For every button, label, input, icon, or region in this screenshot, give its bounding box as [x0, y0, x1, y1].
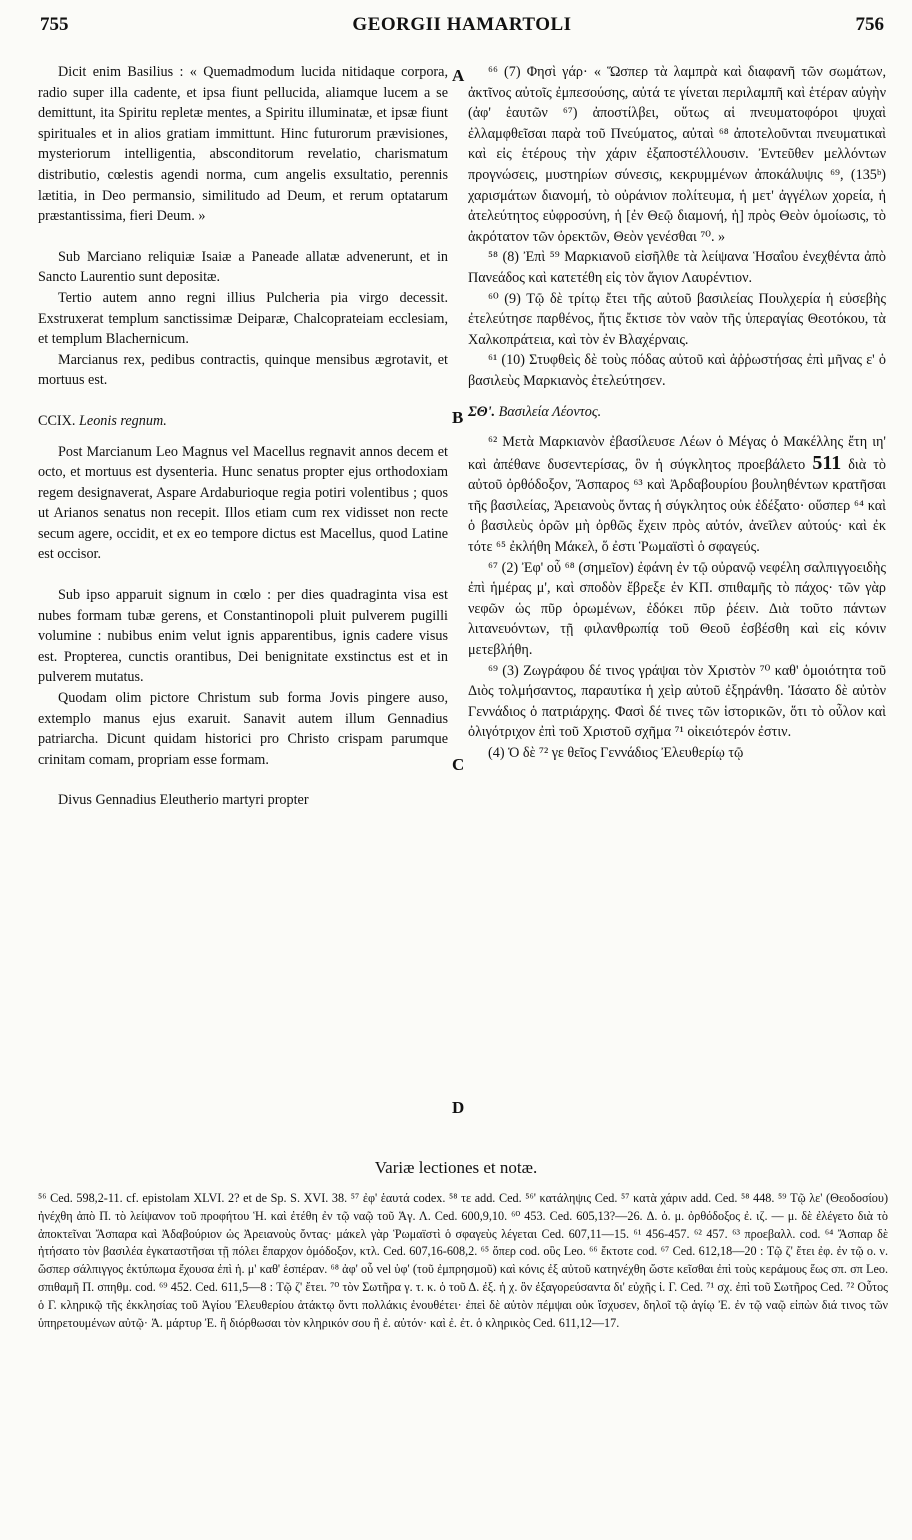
- greek-section-number: ΣΘ'.: [468, 403, 496, 420]
- greek-paragraph: (4) Ὁ δὲ ⁷² γε θεῖος Γεννάδιος Ἐλευθερίῳ τῷ: [488, 745, 744, 761]
- greek-column: [468, 62, 886, 764]
- latin-paragraph: Dicit enim Basilius : « Quemadmodum lucida nitidaque corpora, radio super illa cadente, et ipsa fiunt pellucida, aliamque lucem a se demittunt, ita Spiritu repletæ mentes, a Spiritu illuminatæ, et ipsæ fiunt spirituales et in alios gratiam immittunt. Hinc futurorum prævisiones, mysteriorum intelligentia, absconditorum revelatio, charismatum distributio, cœlestis agendi norma, cum angelis exsultatio, perennis lætitia, in Deo permansio, similitudo ad Deum, et rerum optatarum præstantissima, fieri Deum. »: [38, 64, 448, 225]
- greek-text: διὰ τὸ αὐτοῦ ὀρθόδοξον, Ἄσπαρος ⁶³ καὶ Ἀρδαβουρίου βουληθέντων κρατῆσαι τῆς βασιλείας, Ἀρειανοὺς ὄντας ἡ σύγκλητος οὐκ ἐδέξατο· οὕσπερ ⁶⁴ καὶ ὁ βασιλεὺς ὁρῶν μὴ ὀρθῶς ἔχειν πρὸς αὐτόν, ἀνεῖλεν αὐτούς· καὶ ἐκ τότε ⁶⁵ ἐκλήθη Μάκελ, ὅ ἐστι Ῥωμαϊστὶ ὁ σφαγεύς.: [468, 456, 887, 556]
- greek-section-heading: [468, 402, 886, 423]
- notes-text: ⁵⁶ Ced. 598,2-11. cf. epistolam XLVI. 2? et de Sp. S. XVI. 38. ⁵⁷ ἐφ' ἑαυτά codex. ⁵⁸ τε add. Ced. ⁵⁶' κατάληψις Ced. ⁵⁷ κατὰ χάριν add. Ced. ⁵⁸ 448. ⁵⁹ Τῷ λε' (Θεοδοσίου) ἠνέχθη ἀπὸ Π. τὸ λείψανον τοῦ προφήτου Ἡ. καὶ ἐτέθη ἐν τῷ ναῷ τοῦ Ἁγ. Λ. Ced. 600,9,10. ⁶⁰ 453. Ced. 605,13?—26. Δ. ὁ. μ. ὀρθόδοξος ἐ. ιζ. — μ. δὲ ἐλέγετο διὰ τὸ ἀποκτεῖναι Ἄσπαρα καὶ Ἀδαβούριον ὡς Ἀρειανοὺς ὄντας· μάκελ γὰρ Ῥωμαϊστὶ ὁ σφαγεὺς λέγεται Ced. 607,11—15. ⁶¹ 456-457. ⁶² 457. ⁶³ προεβαλλ. cod. ⁶⁴ Ἄσπαρ δὲ ἠτήσατο τὸν βασιλέα ἐγκαταστῆσαι τῇ πόλει ἔπαρχον ὁμόδοξον, κτλ. Ced. 607,16-608,2. ⁶⁵ ὅπερ cod. οὓς Leo. ⁶⁶ ἔκτοτε cod. ⁶⁷ Ced. 612,18—20 : Τῷ ζ' ἔτει ἐφ. ἐν τῷ ο. ν. ὥσπερ σάλπιγγος ἐκτύπωμα ἔχουσα ἐπὶ ἡ. μ' καθ' ἑσπέραν. ⁶⁸ ἀφ' οὗ vel ὑφ' (τοῦ ἐμπρησμοῦ) καὶ κόνις ἐξ αὐτοῦ κατηνέχθη ὥστε κεῖσθαι ἐπὶ τοὺς κεράμους ἕως σπ. σπ Leo. σπιθαμῆ Π. σπηθμ. cod. ⁶⁹ 452. Ced. 611,5—8 : Τῷ ζ' ἔτει. ⁷⁰ τὸν Σωτῆρα γ. τ. κ. ὁ τοῦ Δ. ἐξ. ἡ χ. ὃν ἐξαγορεύσαντα δι' εὐχῆς ἰ. Γ. Ced. ⁷¹ σχ. ἐπὶ τοῦ Σωτῆρος Ced. ⁷² Οὗτος ὁ Γ. κληρικῷ τῆς ἐκκλησίας τοῦ Ἁγίου Ἐλευθερίου ἀτάκτῳ ὄντι πολλάκις ἐνουθέτει· ἐπεὶ δὲ αὐτὸν πέμψαι οὐκ ἴσχυσεν, δηλοῖ τῷ ἁγίῳ Ἐ. ἐν τῷ ναῷ εἰπὼν διά τινος τῶν ὑπηρετουμένων αὐτῷ· Ἁ. μάρτυρ Ἐ. ἢ διόρθωσαι τὸν κληρικόν σου ἢ ἐ. αὐτόν· καὶ ἐ. ἐτ. ὁ κληρικὸς Ced. 611,12—17.: [38, 1191, 888, 1330]
- latin-paragraph: Sub Marciano reliquiæ Isaiæ a Paneade allatæ advenerunt, et in Sancto Laurentio sunt depositæ.: [38, 248, 448, 286]
- greek-paragraph: ⁶⁰ (9) Τῷ δὲ τρίτῳ ἔτει τῆς αὐτοῦ βασιλείας Πουλχερία ἡ εὐσεβὴς ἐτελεύτησε παρθένος, ἥτις ἔκτισε τὸν ναὸν τῆς ὑπεραγίας Θεοτόκου, τὰ Χαλκοπράτεια, καὶ τὸν ἐν Βλαχέρναις.: [468, 290, 886, 348]
- latin-paragraph: Tertio autem anno regni illius Pulcheria pia virgo decessit. Exstruxerat templum sanctissimæ Deiparæ, Chalcoprateiam ecclesiam, et templum Blachernicum.: [38, 289, 448, 348]
- running-title: GEORGII HAMARTOLI: [352, 14, 572, 35]
- latin-paragraph: Quodam olim pictore Christum sub forma Jovis pingere auso, extemplo manus ejus exaruit. Sanavit autem illum Gennadius patriarcha. Dicunt quidam historici pro Christo crispam parumque crinitam comam, propriam esse formam.: [38, 690, 448, 768]
- latin-paragraph: Sub ipso apparuit signum in cœlo : per dies quadraginta visa est nubes formam tubæ gerens, et Constantinopoli pluit pulverem pugilli volumine : nubibus enim velut ignis apparentibus, ignis cadere visus est. Propterea, cunctis orantibus, Dei benignitate exstinctus est et in pulverem mutatus.: [38, 587, 448, 686]
- latin-paragraph: Divus Gennadius Eleutherio martyri propter: [58, 792, 309, 809]
- page-number-left: 755: [40, 14, 69, 35]
- page-number-right: 756: [855, 14, 884, 35]
- greek-paragraph: ⁵⁸ (8) Ἐπὶ ⁵⁹ Μαρκιανοῦ εἰσῆλθε τὰ λείψανα Ἡσαΐου ἐνεχθέντα ἀπὸ Πανεάδος καὶ κατετέθη εἰς τὸν ἅγιον Λαυρέντιον.: [468, 249, 886, 286]
- column-marker-d: D: [452, 1098, 465, 1117]
- column-marker-b: B: [452, 408, 464, 427]
- greek-paragraph: ⁶⁷ (2) Ἐφ' οὗ ⁶⁸ (σημεῖον) ἐφάνη ἐν τῷ οὐρανῷ νεφέλη σαλπιγγοειδὴς ἐπὶ ἡμέρας μ', καὶ σποδὸν ἔβρεξε ἐν ΚΠ. σπιθαμῆς τὸ πάχος· τῶν γὰρ νεφῶν ὡς πῦρ ὁρωμένων, ἐδόκει πῦρ ῥέειν. Διὰ τοῦτο πάντων λιτανευόντων, τῇ φιλανθρωπίᾳ τοῦ Θεοῦ ἐσβέσθη καὶ εἰς κόνιν μετεβλήθη.: [468, 559, 886, 659]
- greek-section-title: Βασιλεία Λέοντος.: [498, 403, 602, 420]
- latin-section-heading: [38, 411, 448, 432]
- greek-paragraph: ⁶⁶ (7) Φησὶ γάρ· « Ὥσπερ τὰ λαμπρὰ καὶ διαφανῆ τῶν σωμάτων, ἀκτῖνος αὐτοῖς ἐμπεσούσης, αὐτά τε γίνεται περιλαμπῆ καὶ ἑτέραν αὐγὴν (ἀφ' ἑαυτῶν ⁶⁷) ἀποστίλβει, οὕτως αἱ πνευματοφόροι ψυχαὶ ἐλλαμφθεῖσαι παρὰ τοῦ Πνεύματος, αὐταὶ ⁶⁸ ἀποτελοῦνται πνευματικαὶ καὶ εἰς ἑτέρους τὴν χάριν ἐξαποστέλλουσιν. Ἐντεῦθεν μελλόντων προγνώσεις, μυστηρίων σύνεσις, κεκρυμμένων ἀποκάλυψις ⁶⁹, (135ᵇ) χαρισμάτων διανομή, τὸ οὐράνιον πολίτευμα, ἡ μετ' ἀγγέλων χορεία, ἡ ἀτελεύτητος εὐφροσύνη, ἡ [ἐν Θεῷ διαμονή, ἡ] πρὸς Θεὸν ὁμοίωσις, τὸ ἀκρότατον τῶν ὀρεκτῶν, Θεὸν γενέσθαι ⁷⁰. »: [468, 64, 886, 245]
- column-marker-a: A: [452, 66, 465, 85]
- latin-section-number: CCIX.: [38, 412, 76, 429]
- marginal-page-number: 511: [812, 451, 842, 474]
- page-header: [40, 14, 884, 44]
- greek-text: ⁶² Μετὰ Μαρκιανὸν ἐβασίλευσε Λέων ὁ Μέγας ὁ Μακέλλης ἔτη ιη' καὶ ἀπέθανε δυσεντερίσας, ὃν ἡ σύγκλητος προεβάλετο: [468, 434, 886, 473]
- latin-column: [38, 62, 448, 811]
- column-marker-c: C: [452, 755, 465, 774]
- greek-paragraph: ⁶¹ (10) Στυφθεὶς δὲ τοὺς πόδας αὐτοῦ καὶ ἀῤῥωστήσας ἐπὶ μῆνας ε' ὁ βασιλεὺς Μαρκιανὸς ἐτελεύτησεν.: [468, 352, 886, 389]
- latin-section-title: Leonis regnum.: [79, 412, 167, 429]
- latin-paragraph: Marcianus rex, pedibus contractis, quinque mensibus ægrotavit, et mortuus est.: [38, 351, 448, 389]
- notes-heading: Variæ lectiones et notæ.: [374, 1158, 538, 1177]
- greek-paragraph: [468, 432, 886, 558]
- greek-paragraph: ⁶⁹ (3) Ζωγράφου δέ τινος γράψαι τὸν Χριστὸν ⁷⁰ καθ' ὁμοιότητα τοῦ Διὸς τολμήσαντος, παραυτίκα ἡ χεὶρ αὐτοῦ ἐξηράνθη. Ἰάσατο δὲ αὐτὸν Γεννάδιος ὁ πατριάρχης. Φασὶ δέ τινες τῶν ἱστορικῶν, ὅτι τὸ οὖλον καὶ ὀλιγότριχον ἐπὶ τοῦ Χριστοῦ σχῆμα ⁷¹ οἰκειότερόν ἐστιν.: [468, 662, 886, 741]
- latin-paragraph: Post Marcianum Leo Magnus vel Macellus regnavit annos decem et octo, et mortuus est dysenteria. Hunc senatus propter ejus orthodoxiam regem designaverat, Aspare Ardaburioque regia potiri volentibus ; quos ut Arianos senatus non recepit. Illos etiam cum rex vidisset non recte secum agere, occidit, et ex eo tempore dictus est Macellus, quod Latine est occisor.: [38, 443, 448, 563]
